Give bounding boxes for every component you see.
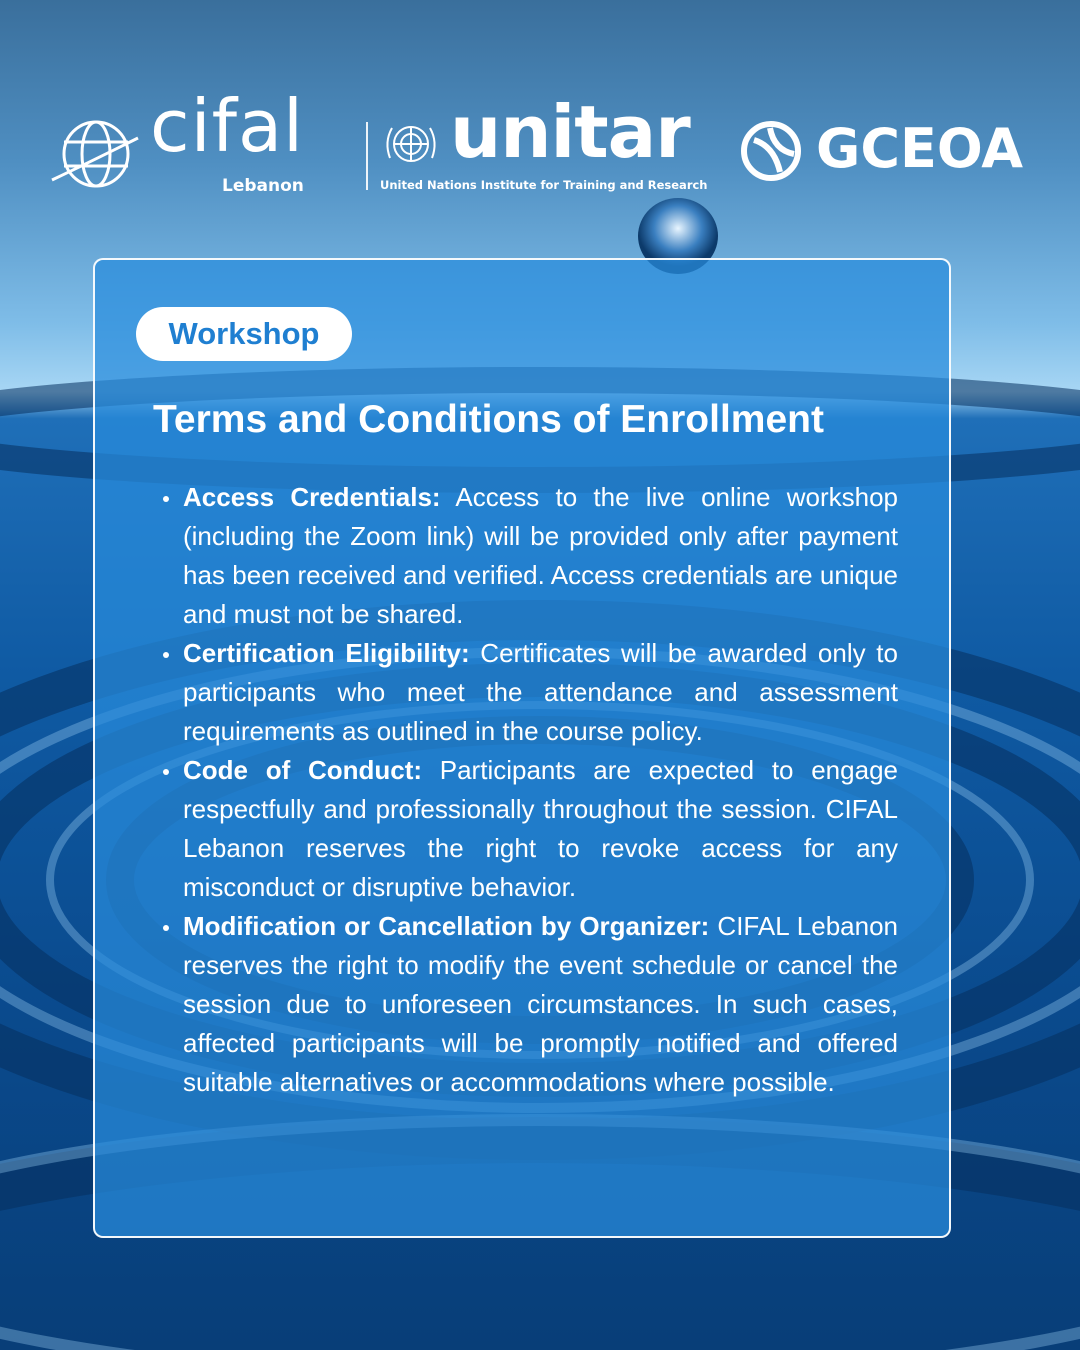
terms-card [93, 258, 951, 1238]
term-label: Certification Eligibility: [183, 638, 470, 668]
unitar-logo [380, 90, 708, 200]
term-label: Access Credentials: [183, 482, 441, 512]
un-emblem-icon [380, 118, 442, 170]
term-text: Access to the live online workshop (including the Zoom link) will be provided only after payment has been received and verified. Access credentials are unique and must not be shared. [183, 482, 898, 629]
term-certification-eligibility [153, 634, 898, 751]
workshop-badge: Workshop [136, 307, 352, 361]
gceoa-globe-icon [740, 120, 802, 182]
term-text: Certificates will be awarded only to participants who meet the attendance and assessment requirements as outlined in the course policy. [183, 638, 898, 746]
cifal-wordmark: cifal [150, 84, 305, 168]
term-label: Modification or Cancellation by Organizer: [183, 911, 710, 941]
term-access-credentials [153, 478, 898, 634]
logo-divider [366, 122, 368, 190]
cifal-subtitle: Lebanon [222, 176, 304, 196]
gceoa-logo [740, 117, 1040, 190]
term-modification-cancellation [153, 907, 898, 1102]
term-code-of-conduct [153, 751, 898, 907]
term-label: Code of Conduct: [183, 755, 423, 785]
gceoa-wordmark: GCEOA [816, 117, 1024, 180]
partner-logos [0, 84, 1080, 210]
unitar-wordmark: unitar [450, 90, 690, 174]
term-text: CIFAL Lebanon reserves the right to modify the event schedule or cancel the session due to unforeseen circumstances. In such cases, affected participants will be promptly notified and offered suitable alternatives or accommodations where possible. [183, 911, 898, 1097]
term-text: Participants are expected to engage respectfully and professionally throughout the session. CIFAL Lebanon reserves the right to revoke access for any misconduct or disruptive behavior. [183, 755, 898, 902]
terms-list [153, 478, 898, 1102]
globe-icon [50, 118, 140, 194]
unitar-subtitle: United Nations Institute for Training and Research [380, 178, 708, 192]
page-title: Terms and Conditions of Enrollment [153, 398, 824, 441]
cifal-lebanon-logo [50, 84, 320, 200]
